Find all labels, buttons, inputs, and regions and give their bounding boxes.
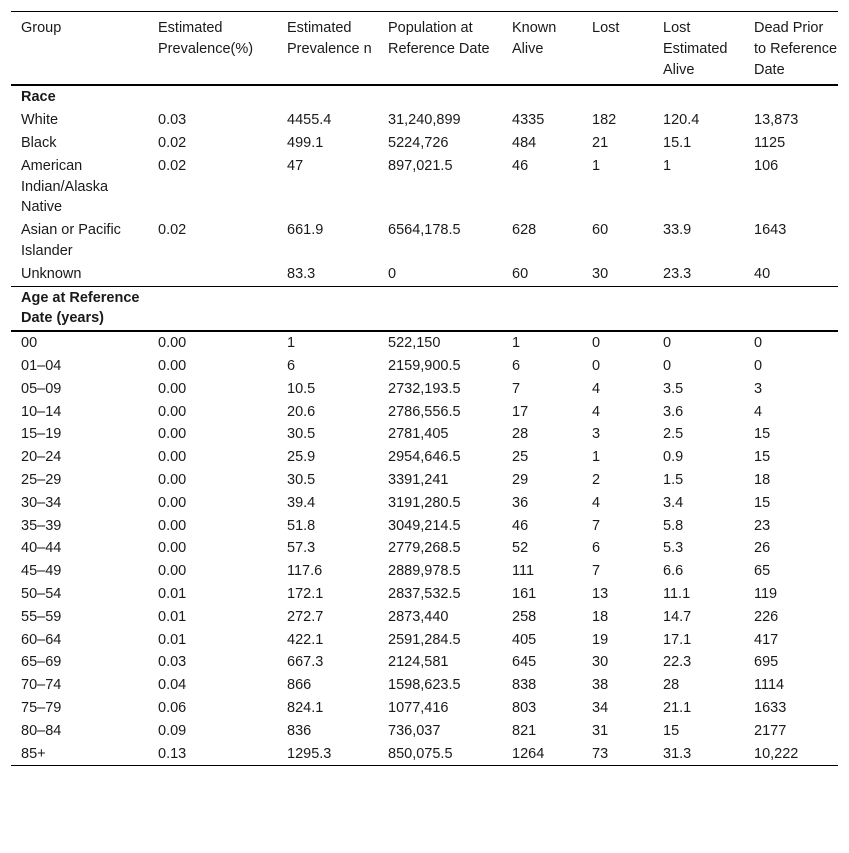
table-cell: 838	[512, 677, 537, 694]
table-cell: 1	[512, 335, 521, 352]
table-cell: Unknown	[21, 265, 82, 282]
table-cell: 30	[592, 265, 609, 282]
table-cell: 18	[592, 608, 609, 625]
table-row	[11, 378, 838, 401]
empty-cell	[277, 286, 378, 331]
table-cell: 5224,726	[388, 134, 449, 151]
table-cell: 65–69	[21, 654, 62, 671]
table-cell: 1264	[502, 743, 582, 766]
table-row	[11, 446, 838, 469]
empty-cell	[148, 85, 277, 109]
table-cell: 30.5	[287, 471, 316, 488]
table-cell: 4335	[512, 112, 545, 129]
table-cell: 70–74	[21, 677, 62, 694]
table-cell: 1114	[754, 677, 785, 694]
table-cell: 5.8	[663, 517, 684, 534]
table-cell: Black	[21, 134, 57, 151]
table-row	[11, 155, 838, 219]
table-cell: 1598,623.5	[388, 677, 461, 694]
table-cell: White	[21, 112, 59, 129]
table-cell: 17	[512, 403, 529, 420]
section-title: Age at Reference Date (years)	[11, 286, 148, 331]
table-cell: 161	[512, 585, 537, 602]
table-cell: 30.5	[287, 426, 316, 443]
table-cell: 226	[754, 608, 779, 625]
table-cell: 25–29	[21, 471, 62, 488]
table-row	[11, 263, 838, 286]
table-cell: American Indian/Alaska Native	[21, 157, 109, 216]
empty-cell	[378, 286, 502, 331]
table-row	[11, 720, 838, 743]
table-cell: 46	[512, 517, 529, 534]
table-cell: 182	[592, 112, 617, 129]
table-cell: 0	[754, 335, 763, 352]
table-cell: 28	[512, 426, 529, 443]
table-cell: Asian or Pacific Islander	[21, 222, 121, 259]
column-header-estimated-prevalence-n: Estimated Prevalence n	[287, 20, 372, 57]
table-cell: 0.00	[158, 517, 187, 534]
table-cell: 21.1	[663, 699, 692, 716]
table-cell: 75–79	[21, 699, 62, 716]
table-cell: 6	[512, 357, 521, 374]
table-cell: 35–39	[21, 517, 62, 534]
table-cell: 106	[754, 157, 779, 174]
table-row	[11, 132, 838, 155]
table-row	[11, 469, 838, 492]
table-cell: 25	[512, 449, 529, 466]
column-header-population: Population at Reference Date	[388, 20, 490, 57]
table-body	[11, 85, 838, 765]
column-header-known-alive: Known Alive	[512, 20, 557, 57]
column-header-group: Group	[21, 20, 62, 36]
table-cell: 01–04	[21, 357, 62, 374]
table-cell: 866	[287, 677, 312, 694]
table-cell: 824.1	[287, 699, 324, 716]
table-cell: 0.00	[158, 540, 187, 557]
table-cell: 120.4	[663, 112, 700, 129]
table-row	[11, 423, 838, 446]
table-cell: 7	[512, 380, 521, 397]
table-cell: 6	[592, 540, 601, 557]
table-cell: 1	[663, 157, 672, 174]
table-cell: 258	[512, 608, 537, 625]
table-cell: 0.02	[158, 222, 187, 239]
table-cell: 484	[512, 134, 537, 151]
table-cell: 30	[592, 654, 609, 671]
table-cell: 46	[512, 157, 529, 174]
table-row	[11, 537, 838, 560]
table-cell: 51.8	[287, 517, 316, 534]
table-row	[11, 606, 838, 629]
header-row	[11, 12, 838, 86]
table-row	[11, 401, 838, 424]
table-cell: 645	[512, 654, 537, 671]
table-cell: 2	[592, 471, 601, 488]
table-cell: 15–19	[21, 426, 62, 443]
column-header-estimated-prevalence-pct: Estimated Prevalence(%)	[158, 20, 254, 57]
empty-cell	[744, 286, 838, 331]
table-cell: 55–59	[21, 608, 62, 625]
table-cell: 15	[754, 494, 771, 511]
table-row	[11, 674, 838, 697]
table-cell: 4	[592, 380, 601, 397]
table-cell: 272.7	[287, 608, 324, 625]
table-cell: 522,150	[388, 335, 441, 352]
table-cell: 0	[663, 335, 672, 352]
table-cell: 422.1	[287, 631, 324, 648]
table-cell: 2159,900.5	[388, 357, 461, 374]
table-cell: 26	[754, 540, 771, 557]
table-cell: 3.4	[663, 494, 684, 511]
section-title: Race	[21, 89, 56, 106]
table-cell: 13	[592, 585, 609, 602]
table-cell: 14.7	[663, 608, 692, 625]
table-cell: 31,240,899	[388, 112, 461, 129]
table-cell: 7	[592, 563, 601, 580]
table-cell: 1	[287, 335, 296, 352]
table-cell: 405	[512, 631, 537, 648]
table-cell: 661.9	[287, 222, 324, 239]
table-cell: 0.06	[158, 699, 187, 716]
column-header-lost: Lost	[592, 20, 620, 36]
table-cell: 1633	[754, 699, 787, 716]
table-cell: 0.04	[158, 677, 187, 694]
empty-cell	[653, 85, 744, 109]
table-cell: 172.1	[287, 585, 324, 602]
table-cell: 695	[754, 654, 779, 671]
table-cell: 17.1	[663, 631, 692, 648]
table-cell: 2779,268.5	[388, 540, 461, 557]
table-cell: 1643	[754, 222, 787, 239]
table-cell: 29	[512, 471, 529, 488]
table-cell: 47	[287, 157, 304, 174]
table-cell: 05–09	[21, 380, 62, 397]
table-cell: 4	[592, 403, 601, 420]
table-cell: 2.5	[663, 426, 684, 443]
table-row	[11, 629, 838, 652]
table-cell: 499.1	[287, 134, 324, 151]
table-cell: 0.09	[158, 722, 187, 739]
table-cell: 0	[388, 265, 397, 282]
table-cell: 15	[754, 449, 771, 466]
table-cell: 0.00	[158, 494, 187, 511]
table-cell: 83.3	[287, 265, 316, 282]
table-cell: 15	[754, 426, 771, 443]
table-cell: 28	[663, 677, 680, 694]
table-cell: 20.6	[287, 403, 316, 420]
table-cell: 38	[592, 677, 609, 694]
table-cell: 15	[663, 722, 680, 739]
table-cell: 0.13	[148, 743, 277, 766]
table-cell: 2781,405	[388, 426, 449, 443]
table-cell: 6564,178.5	[388, 222, 461, 239]
table-cell: 2177	[754, 722, 787, 739]
table-cell: 10.5	[287, 380, 316, 397]
table-cell: 1125	[754, 134, 786, 151]
table-cell: 1	[592, 157, 601, 174]
table-cell: 3049,214.5	[388, 517, 461, 534]
table-cell: 836	[287, 722, 312, 739]
table-cell: 2954,646.5	[388, 449, 461, 466]
table-cell: 0.03	[158, 112, 187, 129]
table-cell: 3	[592, 426, 601, 443]
empty-cell	[582, 286, 653, 331]
table-cell: 1	[592, 449, 601, 466]
table-cell: 3391,241	[388, 471, 449, 488]
table-cell: 0	[592, 335, 601, 352]
table-cell: 21	[592, 134, 609, 151]
table-cell: 0.02	[158, 157, 187, 174]
table-cell	[148, 263, 277, 286]
table-cell: 10,222	[744, 743, 838, 766]
table-cell: 0	[754, 357, 763, 374]
table-row	[11, 492, 838, 515]
table-cell: 0.00	[158, 335, 187, 352]
table-row	[11, 331, 838, 355]
table-cell: 6	[287, 357, 296, 374]
table-cell: 0.00	[158, 403, 187, 420]
table-row	[11, 560, 838, 583]
table-cell: 7	[592, 517, 601, 534]
empty-cell	[653, 286, 744, 331]
table-cell: 60	[512, 265, 529, 282]
table-cell: 0.00	[158, 357, 187, 374]
table-cell: 0.9	[663, 449, 684, 466]
table-cell: 0	[592, 357, 601, 374]
table-row	[11, 697, 838, 720]
table-cell: 803	[512, 699, 537, 716]
empty-cell	[582, 85, 653, 109]
empty-cell	[744, 85, 838, 109]
table-row	[11, 355, 838, 378]
table-cell: 3	[754, 380, 763, 397]
column-header-lost-estimated-alive: Lost Estimated Alive	[663, 20, 728, 78]
table-cell: 33.9	[663, 222, 692, 239]
table-cell: 850,075.5	[378, 743, 502, 766]
table-cell: 3.6	[663, 403, 684, 420]
table-cell: 6.6	[663, 563, 684, 580]
table-cell: 52	[512, 540, 529, 557]
table-cell: 2732,193.5	[388, 380, 461, 397]
table-cell: 1295.3	[277, 743, 378, 766]
table-cell: 80–84	[21, 722, 62, 739]
table-cell: 10–14	[21, 403, 62, 420]
table-cell: 667.3	[287, 654, 324, 671]
section-header-row	[11, 286, 838, 331]
table-cell: 0.01	[158, 585, 187, 602]
table-cell: 2889,978.5	[388, 563, 461, 580]
table-cell: 0.00	[158, 471, 187, 488]
table-cell: 2837,532.5	[388, 585, 461, 602]
table-cell: 40	[754, 265, 771, 282]
table-cell: 0.02	[158, 134, 187, 151]
table-cell: 0.00	[158, 449, 187, 466]
table-cell: 11.1	[663, 585, 691, 602]
table-cell: 85+	[11, 743, 148, 766]
table-cell: 2873,440	[388, 608, 449, 625]
table-cell: 40–44	[21, 540, 62, 557]
table-cell: 20–24	[21, 449, 62, 466]
table-cell: 00	[21, 335, 38, 352]
table-cell: 4	[592, 494, 601, 511]
empty-cell	[378, 85, 502, 109]
empty-cell	[502, 85, 582, 109]
table-cell: 0.00	[158, 563, 187, 580]
table-cell: 117.6	[287, 563, 323, 580]
table-cell: 25.9	[287, 449, 316, 466]
table-cell: 111	[512, 563, 535, 580]
table-cell: 60–64	[21, 631, 62, 648]
table-cell: 31.3	[653, 743, 744, 766]
table-cell: 0	[663, 357, 672, 374]
table-cell: 45–49	[21, 563, 62, 580]
table-cell: 0.00	[158, 426, 187, 443]
empty-cell	[502, 286, 582, 331]
table-cell: 4455.4	[287, 112, 332, 129]
table-cell: 30–34	[21, 494, 62, 511]
table-row	[11, 583, 838, 606]
table-cell: 2786,556.5	[388, 403, 461, 420]
table-cell: 15.1	[663, 134, 692, 151]
table-cell: 4	[754, 403, 763, 420]
section-header-row	[11, 85, 838, 109]
table-cell: 22.3	[663, 654, 692, 671]
table-cell: 0.00	[158, 380, 187, 397]
data-table	[11, 11, 838, 766]
table-cell: 13,873	[754, 112, 799, 129]
table-cell: 736,037	[388, 722, 441, 739]
table-cell: 119	[754, 585, 778, 602]
table-cell: 3.5	[663, 380, 684, 397]
table-row	[11, 651, 838, 674]
table-cell: 0.01	[158, 631, 187, 648]
table-cell: 1077,416	[388, 699, 449, 716]
table-cell: 65	[754, 563, 771, 580]
table-cell: 1.5	[663, 471, 684, 488]
table-cell: 34	[592, 699, 609, 716]
empty-cell	[277, 85, 378, 109]
table-cell: 2124,581	[388, 654, 449, 671]
table-cell: 23.3	[663, 265, 692, 282]
table-cell: 18	[754, 471, 771, 488]
column-header-dead-prior: Dead Prior to Reference Date	[754, 20, 838, 78]
table-cell: 0.01	[158, 608, 187, 625]
table-cell: 31	[592, 722, 609, 739]
table-cell: 23	[754, 517, 771, 534]
table-cell: 2591,284.5	[388, 631, 461, 648]
table-cell: 73	[582, 743, 653, 766]
table-cell: 3191,280.5	[388, 494, 461, 511]
table-row	[11, 515, 838, 538]
table-row	[11, 109, 838, 132]
table-row	[11, 219, 838, 263]
table-cell: 628	[512, 222, 537, 239]
table-cell: 60	[592, 222, 609, 239]
table-cell: 897,021.5	[388, 157, 453, 174]
table-cell: 39.4	[287, 494, 316, 511]
table-cell: 5.3	[663, 540, 684, 557]
table-cell: 36	[512, 494, 529, 511]
table-cell: 19	[592, 631, 609, 648]
table-cell: 50–54	[21, 585, 62, 602]
empty-cell	[148, 286, 277, 331]
table-cell: 821	[512, 722, 537, 739]
table-cell: 417	[754, 631, 779, 648]
table-row	[11, 743, 838, 766]
table-cell: 57.3	[287, 540, 316, 557]
table-cell: 0.03	[158, 654, 187, 671]
